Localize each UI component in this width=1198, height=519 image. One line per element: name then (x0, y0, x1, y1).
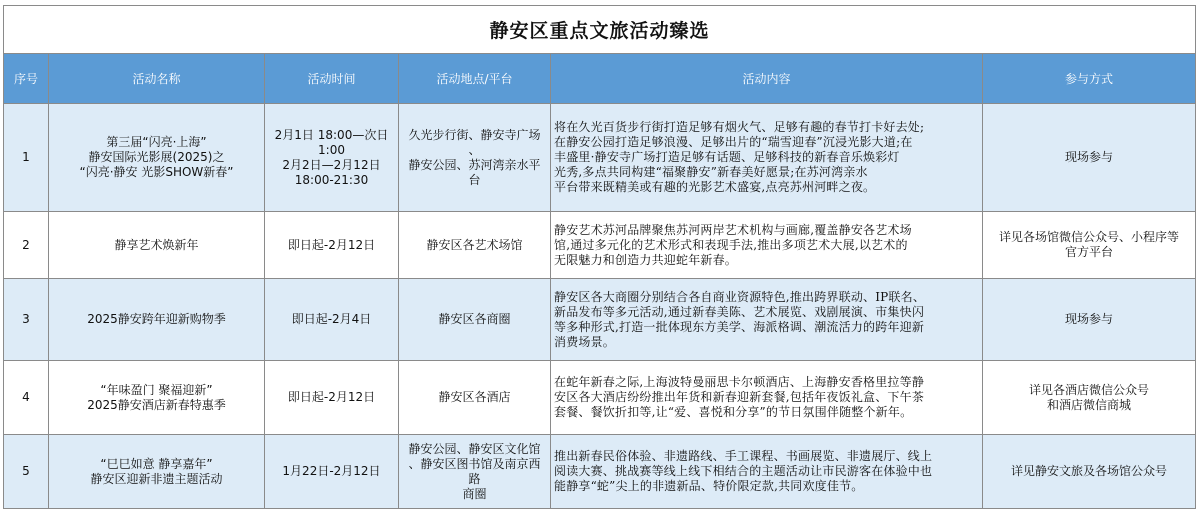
header-participation: 参与方式 (983, 54, 1196, 104)
cell-activity-content (551, 212, 983, 279)
header-place: 活动地点/平台 (399, 54, 551, 104)
cell-activity-time-line: 1月22日-2月12日 (282, 464, 381, 478)
cell-activity-time-line: 即日起-2月4日 (291, 312, 372, 326)
cell-activity-time-line: 18:00-21:30 (294, 172, 369, 187)
cell-index: 4 (4, 361, 49, 435)
table-title: 静安区重点文旅活动臻选 (4, 6, 1196, 54)
header-row (4, 54, 1196, 104)
header-name: 活动名称 (49, 54, 265, 104)
cell-activity-content-line: 将在久光百货步行街打造足够有烟火气、足够有趣的春节打卡好去处; (554, 120, 925, 134)
cell-index: 5 (4, 435, 49, 509)
cell-participation-line: 详见静安文旅及各场馆公众号 (1011, 464, 1168, 478)
cell-activity-content-line: 静安艺术苏河品牌聚焦苏河两岸艺术机构与画廊,覆盖静安各艺术场 (554, 222, 912, 237)
cell-participation-line: 官方平台 (1065, 245, 1114, 259)
activity-table (3, 5, 1196, 509)
cell-activity-place (399, 279, 551, 361)
cell-activity-place-line: 、静安区图书馆及南京西 (408, 456, 541, 471)
title-row (4, 6, 1196, 54)
cell-participation (983, 361, 1196, 435)
cell-activity-content (551, 104, 983, 212)
cell-activity-content (551, 435, 983, 509)
cell-participation-line: 详见各场馆微信公众号、小程序等 (999, 230, 1180, 244)
cell-activity-name-line: 2025静安跨年迎新购物季 (87, 312, 226, 326)
cell-activity-place-line: 静安区各商圈 (438, 312, 511, 326)
cell-activity-time (265, 435, 399, 509)
cell-participation (983, 212, 1196, 279)
cell-activity-content (551, 361, 983, 435)
cell-activity-time-line: 2月2日—2月12日 (282, 157, 381, 172)
cell-activity-content-line: 静安区各大商圈分别结合各自商业资源特色,推出跨界联动、IP联名、 (554, 289, 926, 304)
cell-activity-place (399, 212, 551, 279)
table-row (4, 104, 1196, 212)
cell-activity-content-line: 新品发布等多元活动,通过新春美陈、艺术展览、戏剧展演、市集快闪 (554, 304, 925, 319)
cell-activity-place (399, 104, 551, 212)
cell-activity-name-line: 静享艺术焕新年 (114, 237, 199, 252)
cell-activity-content-line: 能静享“蛇”尖上的非遗新品、特价限定款,共同欢度佳节。 (554, 479, 864, 493)
header-content: 活动内容 (551, 54, 983, 104)
cell-activity-time (265, 279, 399, 361)
cell-activity-name (49, 279, 265, 361)
cell-activity-name (49, 435, 265, 509)
cell-activity-place (399, 361, 551, 435)
table-row (4, 279, 1196, 361)
cell-activity-name-line: “巳巳如意 静享嘉年” (100, 456, 213, 471)
cell-activity-place-line: 静安区各艺术场馆 (426, 237, 523, 252)
cell-activity-name-line: 静安区迎新非遗主题活动 (90, 471, 223, 486)
cell-activity-time-line: 2月1日 18:00—次日 (274, 127, 389, 142)
cell-activity-content-line: 馆,通过多元化的艺术形式和表现手法,推出多项艺术大展,以艺术的 (554, 237, 908, 252)
cell-activity-name-line: “年味盈门 聚福迎新” (100, 382, 213, 397)
table-row (4, 361, 1196, 435)
cell-activity-place-line: 路 (468, 471, 481, 486)
cell-activity-place-line: 、 (468, 142, 481, 157)
cell-activity-content-line: 光秀,多点共同构建“福聚静安”新春美好愿景;在苏河湾亲水 (554, 165, 868, 179)
table-row (4, 212, 1196, 279)
cell-activity-content-line: 等多种形式,打造一批体现东方美学、海派格调、潮流活力的跨年迎新 (554, 319, 925, 334)
cell-index: 3 (4, 279, 49, 361)
cell-participation-line: 和酒店微信商城 (1047, 397, 1132, 412)
cell-participation (983, 435, 1196, 509)
cell-activity-time (265, 212, 399, 279)
cell-activity-time-line: 即日起-2月12日 (287, 390, 376, 404)
cell-participation (983, 104, 1196, 212)
cell-activity-time-line: 1:00 (318, 142, 345, 157)
activity-sheet (3, 5, 1195, 509)
cell-activity-name (49, 104, 265, 212)
cell-activity-name-line: 静安国际光影展(2025)之 (88, 150, 225, 164)
cell-activity-time (265, 104, 399, 212)
cell-activity-content-line: 推出新春民俗体验、非遗路线、手工课程、书画展览、非遗展厅、线上 (554, 449, 933, 463)
cell-participation (983, 279, 1196, 361)
cell-activity-place-line: 静安公园、苏河湾亲水平 (408, 157, 541, 172)
cell-activity-place-line: 商圈 (462, 486, 487, 501)
cell-activity-name-line: 第三届“闪亮·上海” (106, 135, 207, 149)
cell-activity-name-line: 2025静安酒店新春特惠季 (87, 397, 226, 412)
header-index: 序号 (4, 54, 49, 104)
header-time: 活动时间 (265, 54, 399, 104)
cell-activity-content-line: 安区各大酒店纷纷推出年货和新春迎新套餐,包括年夜饭礼盒、下午茶 (554, 390, 925, 404)
cell-activity-place-line: 台 (468, 172, 481, 187)
cell-activity-place-line: 静安公园、静安区文化馆 (408, 441, 541, 456)
cell-activity-content (551, 279, 983, 361)
cell-activity-place-line: 静安区各酒店 (438, 390, 511, 404)
cell-index: 1 (4, 104, 49, 212)
cell-activity-name (49, 361, 265, 435)
cell-activity-content-line: 在静安公园打造足够浪漫、足够出片的“瑞雪迎春”沉浸光影大道;在 (554, 135, 913, 149)
cell-activity-time (265, 361, 399, 435)
cell-activity-place-line: 久光步行街、静安寺广场 (408, 127, 541, 142)
cell-participation-line: 详见各酒店微信公众号 (1029, 382, 1150, 397)
cell-participation-line: 现场参与 (1065, 150, 1114, 164)
cell-activity-content-line: 阅读大赛、挑战赛等线上线下相结合的主题活动让市民游客在体验中也 (554, 464, 933, 478)
cell-activity-content-line: 无限魅力和创造力共迎蛇年新春。 (554, 252, 738, 267)
cell-activity-place (399, 435, 551, 509)
cell-activity-content-line: 平台带来既精美或有趣的光影艺术盛宴,点亮苏州河畔之夜。 (554, 180, 876, 194)
cell-index: 2 (4, 212, 49, 279)
cell-participation-line: 现场参与 (1065, 312, 1114, 326)
cell-activity-content-line: 消费场景。 (554, 334, 616, 349)
cell-activity-name-line: “闪亮·静安 光影SHOW新春” (79, 165, 234, 179)
cell-activity-name (49, 212, 265, 279)
cell-activity-content-line: 套餐、餐饮折扣等,让“爱、喜悦和分享”的节日氛围伴随整个新年。 (554, 405, 913, 419)
cell-activity-time-line: 即日起-2月12日 (287, 237, 376, 252)
cell-activity-content-line: 丰盛里·静安寺广场打造足够有话题、足够科技的新春音乐焕彩灯 (554, 150, 900, 164)
table-row (4, 435, 1196, 509)
cell-activity-content-line: 在蛇年新春之际,上海波特曼丽思卡尔顿酒店、上海静安香格里拉等静 (554, 375, 925, 389)
